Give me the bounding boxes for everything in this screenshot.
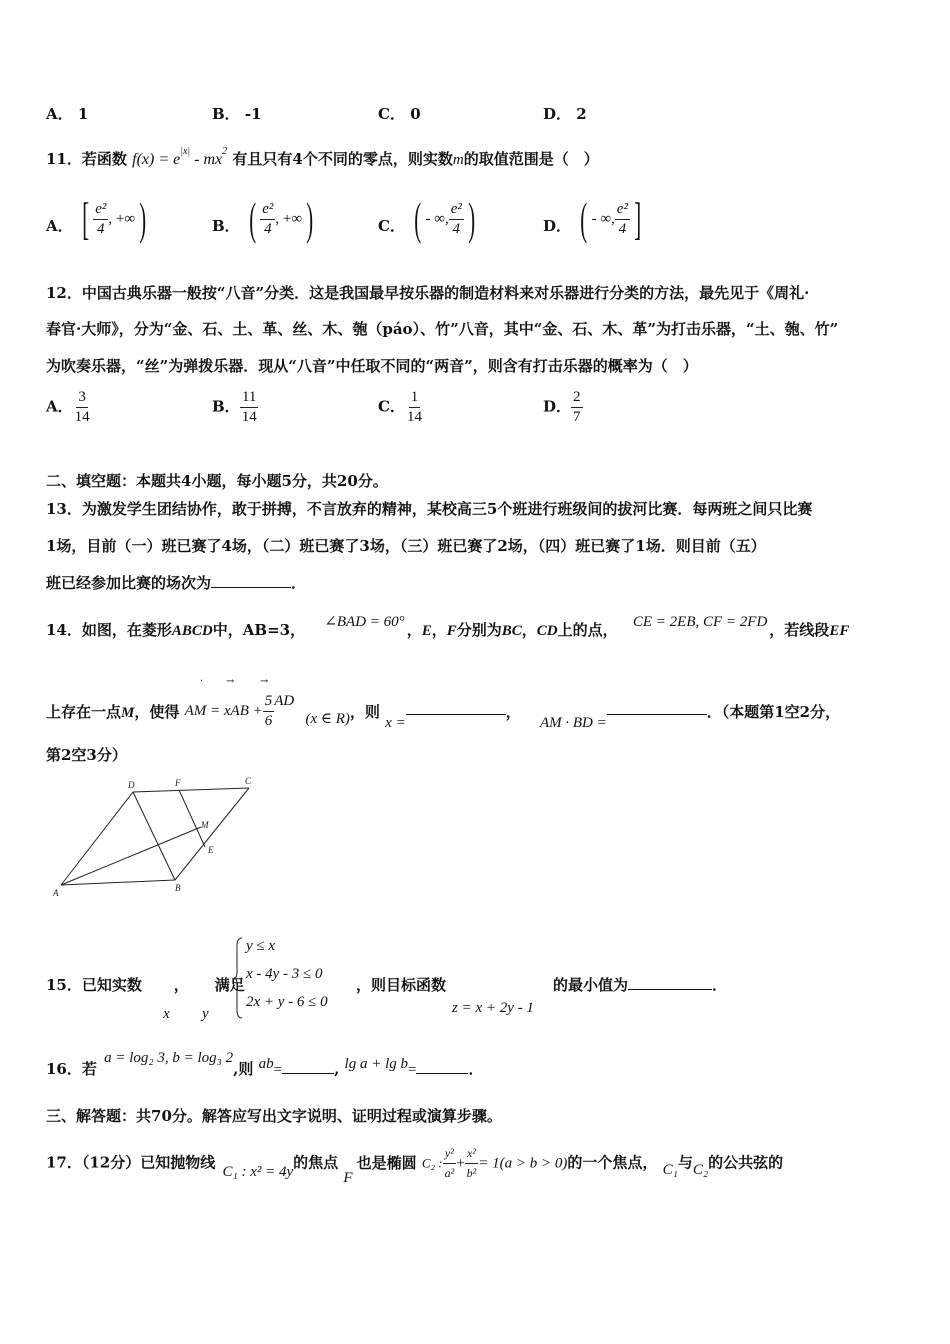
edge-cd: [133, 788, 249, 792]
edge-bc: [175, 788, 249, 880]
q13-line1: 13．为激发学生团结协作，敢于拼搏，不言放弃的精神，某校高三5个班进行班级间的拔河比赛．每两班之间只比赛: [46, 500, 813, 518]
q14-line2: 上存在一点M，使得 AM = xAB + $\frac{5}{6}$ AD (x ∈ R)，则 x =， AM · BD =．（本题第1空2分，: [46, 692, 841, 731]
label-c: C: [245, 776, 252, 786]
q14-condition: CE = 2EB, CF = 2FD: [632, 614, 768, 630]
label-e: E: [208, 845, 214, 855]
label-a: A: [53, 888, 59, 898]
q11-option-d: D． ( - ∞, $\frac{\text{e²}}{4}$ ]: [543, 193, 642, 244]
edge-ab: [61, 880, 175, 885]
q11-option-a: A． [ $\frac{\text{e²}}{4}$ , +∞ ): [46, 193, 147, 244]
label-m: M: [201, 820, 209, 830]
q14-vector-equation: AM = xAB + $\frac{5}{6}$ AD: [184, 692, 295, 729]
q14-line3: 第2空3分）: [46, 746, 127, 764]
edge-da: [61, 792, 133, 885]
q12-option-a: A． $\frac{3}{14}$: [46, 389, 90, 425]
q12-line2: 春官·大师》，分为“金、石、土、革、丝、木、匏（páo）、竹”八音，其中“金、石、木、革”为打击乐器，“土、匏、竹”: [46, 320, 839, 338]
vector-mark-dot: ·: [200, 676, 204, 687]
label-f: F: [175, 778, 181, 788]
q12-line3: 为吹奏乐器，“丝”为弹拨乐器．现从“八音”中任取不同的“两音”，则含有打击乐器的概率为（ ）: [46, 357, 698, 375]
q10-option-b: B． -1: [212, 105, 262, 123]
segment-ef: [179, 790, 205, 847]
q11-stem: 11．若函数 $f(x) = e^{|x|} - mx^2$ 有且只有4个不同的零点，则实数m的取值范围是（ ）: [46, 145, 599, 168]
q15-stem-tail: ，则目标函数: [356, 976, 447, 994]
label-d: D: [128, 780, 135, 790]
q15-stem: 15．已知实数 x， y满足: [46, 976, 245, 1022]
q11-function: $f(x) = e^{|x|} - mx^2$: [132, 145, 228, 168]
q16-stem: 16．若 a = log₂ 3, b = log₃ 2,则 ab= , lg a + lg b= ．: [46, 1050, 484, 1078]
q11-option-b: B． ( $\frac{\text{e²}}{4}$ , +∞ ): [212, 193, 314, 244]
vector-arrow-icon: →: [226, 676, 235, 687]
q15-objective: z = x + 2y - 1: [452, 1000, 534, 1016]
section-3-heading: 三、解答题：共70分。解答应写出文字说明、证明过程或演算步骤。: [46, 1107, 502, 1125]
label-b: B: [175, 883, 181, 893]
q15-stem-end: 的最小值为 ．: [553, 976, 728, 994]
rhombus-figure: [44, 774, 264, 900]
q13-line3: 班已经参加比赛的场次为 ．: [46, 574, 307, 592]
diagonal-bd: [133, 792, 175, 880]
q16-answer-blank-2[interactable]: [416, 1073, 468, 1074]
q10-option-c: C． 0: [378, 105, 421, 123]
q12-option-b: B． $\frac{11}{14}$: [212, 389, 257, 425]
q14-angle: ∠BAD = 60°: [324, 614, 405, 630]
q16-answer-blank-1[interactable]: [282, 1073, 334, 1074]
q13-answer-blank[interactable]: [211, 587, 291, 588]
segment-am: [61, 827, 201, 885]
q12-line1: 12．中国古典乐器一般按“八音”分类．这是我国最早按乐器的制造材料来对乐器进行分类的方法，最先见于《周礼·: [46, 284, 810, 302]
section-2-heading: 二、填空题：本题共4小题，每小题5分，共20分。: [46, 472, 388, 490]
q16-expression: a = log₂ 3, b = log₃ 2: [104, 1050, 234, 1066]
brace-icon: [234, 936, 244, 1020]
q12-option-d: D． $\frac{2}{7}$: [543, 389, 581, 425]
q14-line1: 14．如图，在菱形ABCD中，AB=3， ∠BAD = 60° ，E，F分别为BC，CD上的点， CE = 2EB, CF = 2FD ，若线段EF: [46, 614, 850, 639]
q11-option-c: C． ( - ∞, $\frac{\text{e²}}{4}$ ): [378, 193, 475, 244]
vector-arrow-icon: →: [260, 676, 269, 687]
q14-answer-blank-dot[interactable]: [607, 714, 707, 715]
q15-answer-blank[interactable]: [628, 989, 712, 990]
q10-option-d: D． 2: [543, 105, 587, 123]
q10-option-a: A． 1: [46, 105, 89, 123]
q17-stem: 17．（12分）已知抛物线 C₁ : x² = 4y的焦点 F也是椭圆 C₂ : $\frac{\text{y²}}{\text{a²}}$ + $\frac{\text{x²}}{\text{b²}}$ = 1(a > b > 0)的一个焦点， C₁与C₂的公共弦的: [46, 1146, 784, 1186]
q14-answer-blank-x[interactable]: [406, 714, 506, 715]
q12-option-c: C． $\frac{1}{14}$: [378, 389, 422, 425]
q13-line2: 1场，目前（一）班已赛了4场，（二）班已赛了3场，（三）班已赛了2场，（四）班已赛了1场．则目前（五）: [46, 537, 766, 555]
